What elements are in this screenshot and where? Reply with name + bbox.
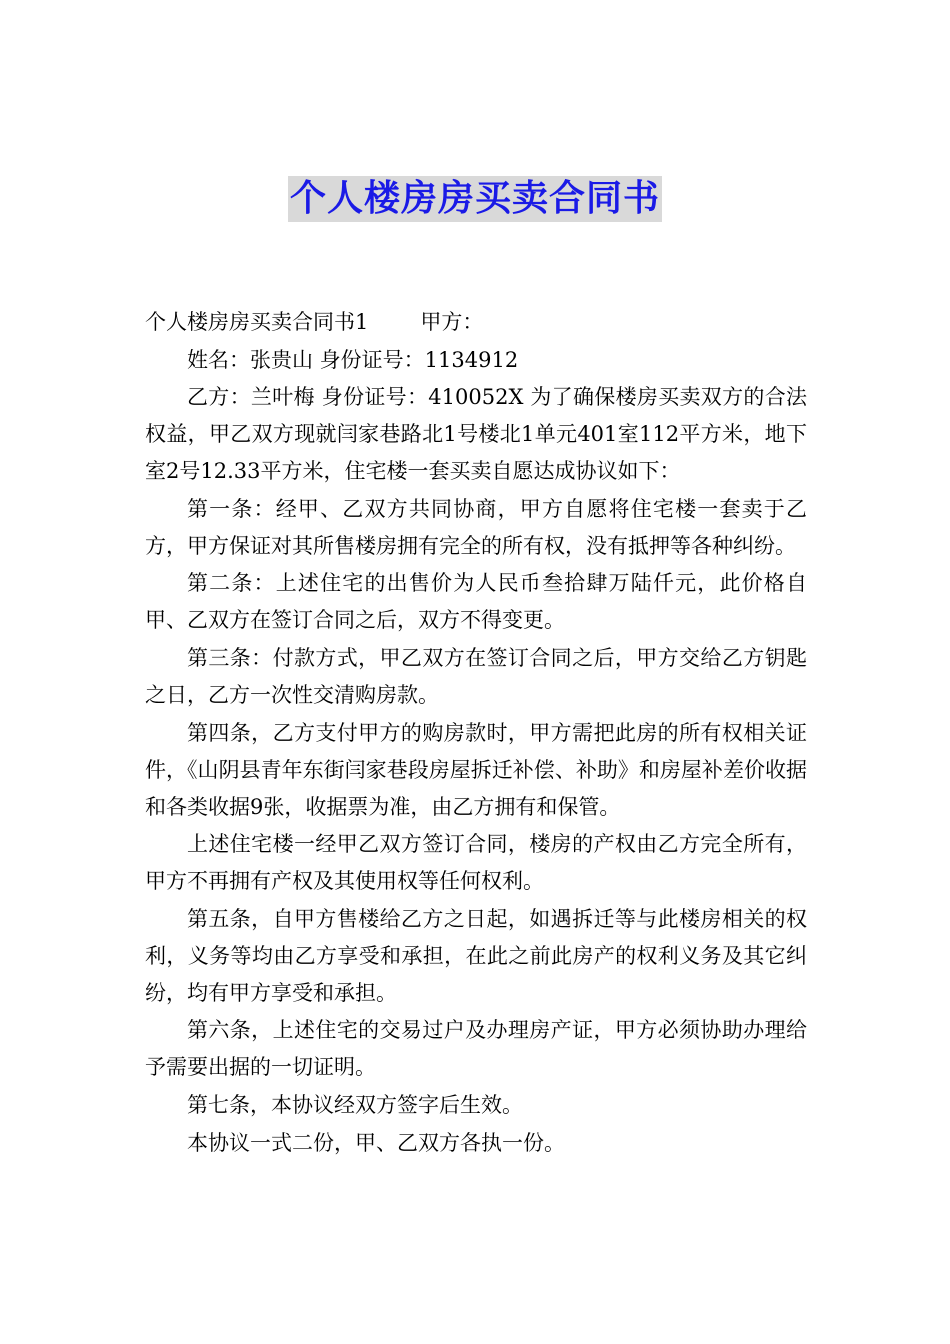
heading-line-right: 甲方：: [420, 310, 484, 334]
paragraph-party-b: 乙方：兰叶梅 身份证号：410052X 为了确保楼房买卖双方的合法权益，甲乙双方现就闫家巷路北1号楼北1单元401室112平方米，地下室2号12.33平方米，住宅楼一套买卖自愿达成协议如下：: [145, 385, 807, 484]
paragraph-copies: 本协议一式二份，甲、乙双方各执一份。: [187, 1130, 565, 1155]
title-container: [0, 176, 950, 222]
paragraph-article-7: 第七条，本协议经双方签字后生效。: [187, 1092, 523, 1117]
heading-line-left: 个人楼房房买卖合同书1: [145, 310, 369, 334]
paragraph-article-1: 第一条：经甲、乙双方共同协商，甲方自愿将住宅楼一套卖于乙方，甲方保证对其所售楼房拥有完全的所有权，没有抵押等各种纠纷。: [145, 496, 807, 558]
paragraph-article-6: 第六条，上述住宅的交易过户及办理房产证，甲方必须协助办理给予需要出据的一切证明。: [145, 1018, 807, 1080]
paragraph-article-4: 第四条，乙方支付甲方的购房款时，甲方需把此房的所有权相关证件，《山阴县青年东街闫家巷段房屋拆迁补偿、补助》和房屋补差价收据和各类收据9张，收据票为准，由乙方拥有和保管。: [145, 720, 807, 819]
document-title: 个人楼房房买卖合同书: [288, 176, 662, 222]
heading-line: [145, 304, 807, 341]
paragraph-article-3: 第三条：付款方式，甲乙双方在签订合同之后，甲方交给乙方钥匙之日，乙方一次性交清购房款。: [145, 645, 807, 707]
paragraph-article-5: 第五条，自甲方售楼给乙方之日起，如遇拆迁等与此楼房相关的权利，义务等均由乙方享受和承担，在此之前此房产的权利义务及其它纠纷，均有甲方享受和承担。: [145, 906, 807, 1005]
paragraph-article-2: 第二条：上述住宅的出售价为人民币叁拾肆万陆仟元，此价格自甲、乙双方在签订合同之后，双方不得变更。: [145, 571, 807, 633]
paragraph-party-a-name: 姓名：张贵山 身份证号：1134912: [187, 347, 519, 372]
paragraph-ownership: 上述住宅楼一经甲乙双方签订合同，楼房的产权由乙方完全所有，甲方不再拥有产权及其使用权等任何权利。: [145, 832, 807, 894]
document-body: [145, 304, 807, 1162]
